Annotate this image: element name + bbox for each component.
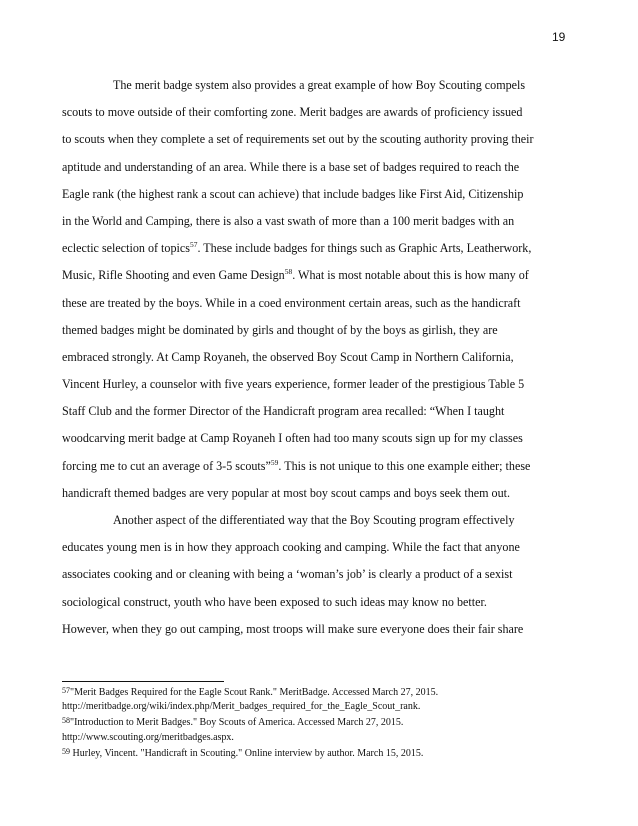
footnote-mark: 59: [62, 746, 70, 756]
paragraph-line: aptitude and understanding of an area. While there is a base set of badges required to reach the: [62, 159, 520, 174]
paragraph-line: themed badges might be dominated by girls and thought of by the boys as girlish, they are: [62, 322, 498, 337]
footnote-text: Hurley, Vincent. "Handicraft in Scouting." Online interview by author. March 15, 2015.: [70, 747, 424, 759]
footnote-mark: 58: [62, 716, 70, 726]
paragraph-line: woodcarving merit badge at Camp Royaneh I often had too many scouts sign up for my classes: [62, 431, 523, 446]
text-run: Music, Rifle Shooting and even Game Design: [62, 268, 285, 283]
paragraph-line: embraced strongly. At Camp Royaneh, the observed Boy Scout Camp in Northern California,: [62, 349, 514, 364]
footnote-ref-59[interactable]: 59: [270, 457, 279, 467]
footnote-text: "Introduction to Merit Badges." Boy Scouts of America. Accessed March 27, 2015.: [70, 717, 404, 729]
paragraph-line: However, when they go out camping, most troops will make sure everyone does their fair share: [62, 621, 524, 636]
footnote-url[interactable]: http://meritbadge.org/wiki/index.php/Merit_badges_required_for_the_Eagle_Scout_rank.: [62, 701, 421, 713]
paragraph-line: handicraft themed badges are very popular at most boy scout camps and boys seek them out.: [62, 485, 511, 500]
paragraph-line: educates young men is in how they approach cooking and camping. While the fact that anyone: [62, 540, 520, 555]
paragraph-line: Another aspect of the differentiated way that the Boy Scouting program effectively: [113, 513, 515, 527]
footnote-57: [62, 684, 582, 700]
paragraph-line: sociological construct, youth who have been exposed to such ideas may know no better.: [62, 594, 487, 609]
paragraph-line: [62, 262, 580, 289]
footnote-59: [62, 745, 582, 761]
paragraph-line: associates cooking and or cleaning with being a ‘woman’s job’ is clearly a product of a sexist: [62, 567, 513, 582]
paragraph-line: these are treated by the boys. While in a coed environment certain areas, such as the handicraft: [62, 295, 521, 310]
footnote-mark: 57: [62, 686, 70, 695]
footnote-text: "Merit Badges Required for the Eagle Scout Rank." MeritBadge. Accessed March 27, 2015.: [70, 687, 439, 698]
footnote-ref-58[interactable]: 58: [284, 267, 293, 277]
paragraph-line: [62, 453, 580, 480]
paragraph-line: Vincent Hurley, a counselor with five years experience, former leader of the prestigious Table 5: [62, 377, 525, 392]
footnotes: [62, 684, 582, 761]
text-run: forcing me to cut an average of 3-5 scouts”: [62, 458, 271, 473]
paragraph-line: [62, 235, 580, 262]
paragraph-line: The merit badge system also provides a great example of how Boy Scouting compels: [113, 78, 526, 92]
footnote-ref-57[interactable]: 57: [189, 240, 198, 250]
footnote-58: [62, 714, 582, 730]
paragraph-line: scouts to move outside of their comforting zone. Merit badges are awards of proficiency issued: [62, 105, 523, 120]
paragraph-line: to scouts when they complete a set of requirements set out by the scouting authority proving their: [62, 132, 534, 147]
page-number: 19: [552, 30, 566, 44]
paragraph-line: Staff Club and the former Director of the Handicraft program area recalled: “When I taught: [62, 404, 505, 419]
text-run: . This is not unique to this one example either; these: [278, 458, 531, 473]
body-text: [62, 72, 580, 643]
paragraph-line: in the World and Camping, there is also a vast swath of more than a 100 merit badges with an: [62, 213, 515, 228]
text-run: eclectic selection of topics: [62, 241, 190, 256]
text-run: . What is most notable about this is how many of: [292, 268, 529, 283]
text-run: . These include badges for things such as Graphic Arts, Leatherwork,: [197, 241, 532, 256]
paragraph-line: Eagle rank (the highest rank a scout can achieve) that include badges like First Aid, Citizenship: [62, 186, 524, 201]
footnote-url[interactable]: http://www.scouting.org/meritbadges.aspx.: [62, 731, 234, 743]
footnote-separator: [62, 681, 224, 682]
